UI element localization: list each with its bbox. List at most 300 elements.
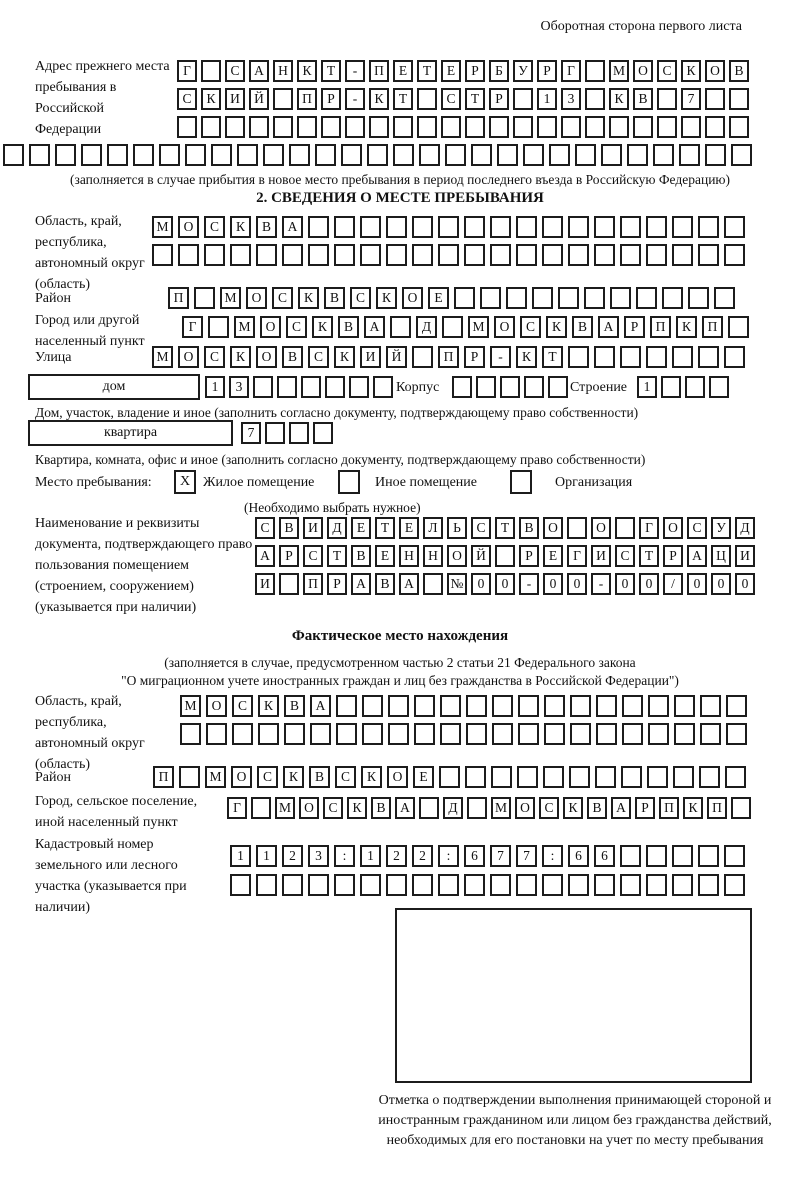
char-box[interactable] [438,874,459,896]
char-box[interactable]: П [168,287,189,309]
char-box[interactable] [315,144,336,166]
char-box[interactable]: 0 [687,573,707,595]
char-box[interactable] [705,116,725,138]
char-box[interactable]: А [598,316,619,338]
char-box[interactable] [454,287,475,309]
char-box[interactable]: 6 [594,845,615,867]
char-box[interactable]: С [520,316,541,338]
char-box[interactable] [208,316,229,338]
char-box[interactable]: Е [413,766,434,788]
char-box[interactable] [423,573,443,595]
char-box[interactable]: М [275,797,295,819]
char-box[interactable]: Е [375,545,395,567]
char-box[interactable] [256,244,277,266]
char-box[interactable]: С [204,216,225,238]
checkbox-organizaciya[interactable] [510,470,532,494]
char-box[interactable]: С [335,766,356,788]
char-box[interactable]: С [204,346,225,368]
char-box[interactable] [570,723,591,745]
char-box[interactable] [662,287,683,309]
char-box[interactable] [679,144,700,166]
char-box[interactable]: Д [443,797,463,819]
char-box[interactable] [491,766,512,788]
char-box[interactable]: П [659,797,679,819]
char-box[interactable] [705,88,725,110]
char-box[interactable] [362,695,383,717]
char-box[interactable]: 1 [256,845,277,867]
char-box[interactable] [362,723,383,745]
char-box[interactable]: Р [321,88,341,110]
char-box[interactable]: В [309,766,330,788]
char-box[interactable] [308,216,329,238]
char-box[interactable] [610,287,631,309]
char-box[interactable] [3,144,24,166]
char-box[interactable]: Д [327,517,347,539]
char-box[interactable] [622,695,643,717]
char-box[interactable] [594,346,615,368]
char-box[interactable] [594,244,615,266]
char-box[interactable]: Б [489,60,509,82]
char-box[interactable] [620,244,641,266]
char-box[interactable] [489,116,509,138]
char-box[interactable] [476,376,496,398]
char-box[interactable]: 3 [561,88,581,110]
char-box[interactable] [648,723,669,745]
char-box[interactable]: У [711,517,731,539]
char-box[interactable] [465,766,486,788]
char-box[interactable]: В [375,573,395,595]
char-box[interactable] [466,723,487,745]
char-box[interactable] [726,695,747,717]
char-box[interactable] [133,144,154,166]
char-box[interactable]: И [360,346,381,368]
char-box[interactable] [206,723,227,745]
char-box[interactable] [334,874,355,896]
char-box[interactable] [273,88,293,110]
char-box[interactable] [568,874,589,896]
char-box[interactable]: 0 [711,573,731,595]
char-box[interactable]: Р [327,573,347,595]
char-box[interactable]: 2 [412,845,433,867]
char-box[interactable] [445,144,466,166]
char-box[interactable]: 2 [282,845,303,867]
char-box[interactable]: О [494,316,515,338]
char-box[interactable] [729,88,749,110]
char-box[interactable]: С [286,316,307,338]
char-box[interactable]: С [657,60,677,82]
char-box[interactable]: А [255,545,275,567]
char-box[interactable]: К [312,316,333,338]
char-box[interactable] [321,116,341,138]
char-box[interactable]: С [257,766,278,788]
char-box[interactable] [698,346,719,368]
char-box[interactable] [232,723,253,745]
char-box[interactable]: О [402,287,423,309]
char-box[interactable] [249,116,269,138]
char-box[interactable]: А [611,797,631,819]
char-box[interactable] [442,316,463,338]
checkbox-zhiloe[interactable]: X [174,470,196,494]
char-box[interactable] [412,346,433,368]
char-box[interactable] [653,144,674,166]
char-box[interactable] [567,517,587,539]
char-box[interactable] [55,144,76,166]
char-box[interactable]: К [334,346,355,368]
char-box[interactable] [725,766,746,788]
char-box[interactable] [341,144,362,166]
char-box[interactable] [575,144,596,166]
char-box[interactable] [724,874,745,896]
char-box[interactable] [506,287,527,309]
char-box[interactable]: М [152,216,173,238]
char-box[interactable]: В [256,216,277,238]
char-box[interactable] [561,116,581,138]
char-box[interactable] [284,723,305,745]
char-box[interactable]: К [609,88,629,110]
char-box[interactable]: 1 [637,376,657,398]
char-box[interactable]: Т [327,545,347,567]
char-box[interactable]: С [539,797,559,819]
char-box[interactable]: А [310,695,331,717]
char-box[interactable]: Т [321,60,341,82]
char-box[interactable] [438,244,459,266]
char-box[interactable]: 0 [543,573,563,595]
char-box[interactable] [724,346,745,368]
char-box[interactable]: С [323,797,343,819]
char-box[interactable] [297,116,317,138]
char-box[interactable]: С [350,287,371,309]
char-box[interactable]: Г [561,60,581,82]
char-box[interactable]: 0 [471,573,491,595]
char-box[interactable]: Л [423,517,443,539]
char-box[interactable] [726,723,747,745]
char-box[interactable]: Г [639,517,659,539]
char-box[interactable]: Р [519,545,539,567]
char-box[interactable] [731,144,752,166]
char-box[interactable]: К [297,60,317,82]
char-box[interactable]: - [345,88,365,110]
char-box[interactable] [301,376,321,398]
char-box[interactable] [672,216,693,238]
char-box[interactable] [388,723,409,745]
char-box[interactable]: К [258,695,279,717]
char-box[interactable] [542,874,563,896]
char-box[interactable] [698,845,719,867]
char-box[interactable]: О [256,346,277,368]
char-box[interactable] [646,845,667,867]
char-box[interactable] [724,845,745,867]
char-box[interactable] [386,216,407,238]
char-box[interactable]: К [361,766,382,788]
char-box[interactable]: : [438,845,459,867]
char-box[interactable] [367,144,388,166]
char-box[interactable] [596,695,617,717]
char-box[interactable] [558,287,579,309]
char-box[interactable]: Й [386,346,407,368]
char-box[interactable] [542,244,563,266]
char-box[interactable] [627,144,648,166]
char-box[interactable]: / [663,573,683,595]
char-box[interactable] [584,287,605,309]
char-box[interactable] [700,695,721,717]
char-box[interactable]: О [206,695,227,717]
char-box[interactable]: К [347,797,367,819]
char-box[interactable] [185,144,206,166]
char-box[interactable]: Т [375,517,395,539]
char-box[interactable] [419,144,440,166]
char-box[interactable]: О [299,797,319,819]
char-box[interactable] [465,116,485,138]
char-box[interactable]: 6 [464,845,485,867]
char-box[interactable] [585,60,605,82]
char-box[interactable]: С [471,517,491,539]
char-box[interactable] [729,116,749,138]
char-box[interactable]: К [376,287,397,309]
char-box[interactable] [594,216,615,238]
char-box[interactable]: Е [399,517,419,539]
char-box[interactable]: Г [227,797,247,819]
char-box[interactable]: А [351,573,371,595]
char-box[interactable]: Т [639,545,659,567]
char-box[interactable] [466,695,487,717]
char-box[interactable]: Н [399,545,419,567]
char-box[interactable]: М [220,287,241,309]
char-box[interactable] [709,376,729,398]
char-box[interactable]: Ь [447,517,467,539]
char-box[interactable]: К [676,316,697,338]
char-box[interactable]: О [515,797,535,819]
char-box[interactable]: - [490,346,511,368]
char-box[interactable]: 6 [568,845,589,867]
char-box[interactable]: Е [393,60,413,82]
char-box[interactable]: А [395,797,415,819]
char-box[interactable]: П [438,346,459,368]
char-box[interactable] [622,723,643,745]
char-box[interactable] [464,874,485,896]
char-box[interactable]: О [260,316,281,338]
char-box[interactable]: Е [351,517,371,539]
char-box[interactable]: К [369,88,389,110]
char-box[interactable] [698,216,719,238]
char-box[interactable]: 0 [495,573,515,595]
char-box[interactable] [532,287,553,309]
char-box[interactable]: Е [441,60,461,82]
char-box[interactable] [373,376,393,398]
char-box[interactable] [544,695,565,717]
char-box[interactable] [516,216,537,238]
char-box[interactable] [258,723,279,745]
char-box[interactable]: О [663,517,683,539]
char-box[interactable] [685,376,705,398]
char-box[interactable]: А [282,216,303,238]
char-box[interactable]: 1 [205,376,225,398]
char-box[interactable] [492,695,513,717]
char-box[interactable]: Т [465,88,485,110]
char-box[interactable] [609,116,629,138]
char-box[interactable] [417,116,437,138]
char-box[interactable]: Д [416,316,437,338]
char-box[interactable] [282,244,303,266]
char-box[interactable] [542,216,563,238]
char-box[interactable] [225,116,245,138]
char-box[interactable] [636,287,657,309]
char-box[interactable] [439,766,460,788]
char-box[interactable]: Р [464,346,485,368]
char-box[interactable] [452,376,472,398]
char-box[interactable]: И [303,517,323,539]
char-box[interactable]: С [308,346,329,368]
char-box[interactable] [289,422,309,444]
char-box[interactable]: 1 [360,845,381,867]
char-box[interactable] [438,216,459,238]
char-box[interactable]: Й [471,545,491,567]
char-box[interactable]: С [255,517,275,539]
char-box[interactable] [621,766,642,788]
char-box[interactable]: - [591,573,611,595]
char-box[interactable]: О [543,517,563,539]
char-box[interactable] [724,216,745,238]
char-box[interactable] [412,216,433,238]
char-box[interactable]: П [707,797,727,819]
char-box[interactable]: К [230,216,251,238]
char-box[interactable] [674,723,695,745]
char-box[interactable]: О [178,346,199,368]
char-box[interactable]: Е [428,287,449,309]
char-box[interactable]: К [546,316,567,338]
char-box[interactable] [412,244,433,266]
char-box[interactable]: А [249,60,269,82]
char-box[interactable] [334,244,355,266]
char-box[interactable] [570,695,591,717]
char-box[interactable] [595,766,616,788]
char-box[interactable] [620,874,641,896]
char-box[interactable] [544,723,565,745]
char-box[interactable] [360,244,381,266]
char-box[interactable]: К [681,60,701,82]
char-box[interactable]: С [687,517,707,539]
char-box[interactable] [273,116,293,138]
char-box[interactable]: М [609,60,629,82]
char-box[interactable]: Р [537,60,557,82]
char-box[interactable] [180,723,201,745]
char-box[interactable]: Т [495,517,515,539]
char-box[interactable]: Д [735,517,755,539]
char-box[interactable]: К [230,346,251,368]
char-box[interactable]: М [468,316,489,338]
char-box[interactable] [657,116,677,138]
char-box[interactable] [107,144,128,166]
char-box[interactable]: С [615,545,635,567]
char-box[interactable] [648,695,669,717]
char-box[interactable] [585,88,605,110]
char-box[interactable]: О [705,60,725,82]
char-box[interactable]: О [246,287,267,309]
char-box[interactable]: О [387,766,408,788]
char-box[interactable]: Г [182,316,203,338]
char-box[interactable] [594,874,615,896]
char-box[interactable] [393,144,414,166]
char-box[interactable] [414,695,435,717]
char-box[interactable] [647,766,668,788]
char-box[interactable]: С [225,60,245,82]
char-box[interactable] [518,695,539,717]
char-box[interactable] [724,244,745,266]
char-box[interactable] [495,545,515,567]
char-box[interactable] [569,766,590,788]
char-box[interactable] [29,144,50,166]
char-box[interactable]: Р [663,545,683,567]
char-box[interactable]: У [513,60,533,82]
char-box[interactable] [585,116,605,138]
char-box[interactable] [289,144,310,166]
char-box[interactable]: - [345,60,365,82]
char-box[interactable] [568,244,589,266]
char-box[interactable]: 7 [490,845,511,867]
char-box[interactable] [497,144,518,166]
char-box[interactable]: 7 [516,845,537,867]
char-box[interactable]: В [572,316,593,338]
char-box[interactable]: К [683,797,703,819]
char-box[interactable]: П [297,88,317,110]
char-box[interactable] [674,695,695,717]
char-box[interactable]: С [177,88,197,110]
char-box[interactable] [345,116,365,138]
char-box[interactable] [615,517,635,539]
char-box[interactable] [386,874,407,896]
char-box[interactable] [253,376,273,398]
char-box[interactable]: : [542,845,563,867]
char-box[interactable] [620,216,641,238]
char-box[interactable]: К [563,797,583,819]
char-box[interactable] [661,376,681,398]
char-box[interactable] [568,216,589,238]
char-box[interactable]: П [650,316,671,338]
char-box[interactable]: О [591,517,611,539]
char-box[interactable] [414,723,435,745]
checkbox-inoe[interactable] [338,470,360,494]
char-box[interactable]: 1 [537,88,557,110]
char-box[interactable]: С [232,695,253,717]
char-box[interactable]: О [633,60,653,82]
char-box[interactable] [440,695,461,717]
char-box[interactable]: В [282,346,303,368]
char-box[interactable] [620,845,641,867]
char-box[interactable]: С [272,287,293,309]
char-box[interactable]: - [519,573,539,595]
char-box[interactable]: В [279,517,299,539]
char-box[interactable] [325,376,345,398]
char-box[interactable] [464,216,485,238]
char-box[interactable] [279,573,299,595]
char-box[interactable] [646,244,667,266]
char-box[interactable] [699,766,720,788]
char-box[interactable]: П [702,316,723,338]
char-box[interactable]: В [633,88,653,110]
char-box[interactable]: В [587,797,607,819]
char-box[interactable] [159,144,180,166]
char-box[interactable]: М [152,346,173,368]
char-box[interactable] [334,216,355,238]
char-box[interactable]: К [516,346,537,368]
char-box[interactable]: В [729,60,749,82]
char-box[interactable]: 0 [639,573,659,595]
char-box[interactable] [251,797,271,819]
char-box[interactable] [464,244,485,266]
char-box[interactable] [177,116,197,138]
char-box[interactable]: 3 [229,376,249,398]
char-box[interactable] [490,216,511,238]
char-box[interactable] [500,376,520,398]
